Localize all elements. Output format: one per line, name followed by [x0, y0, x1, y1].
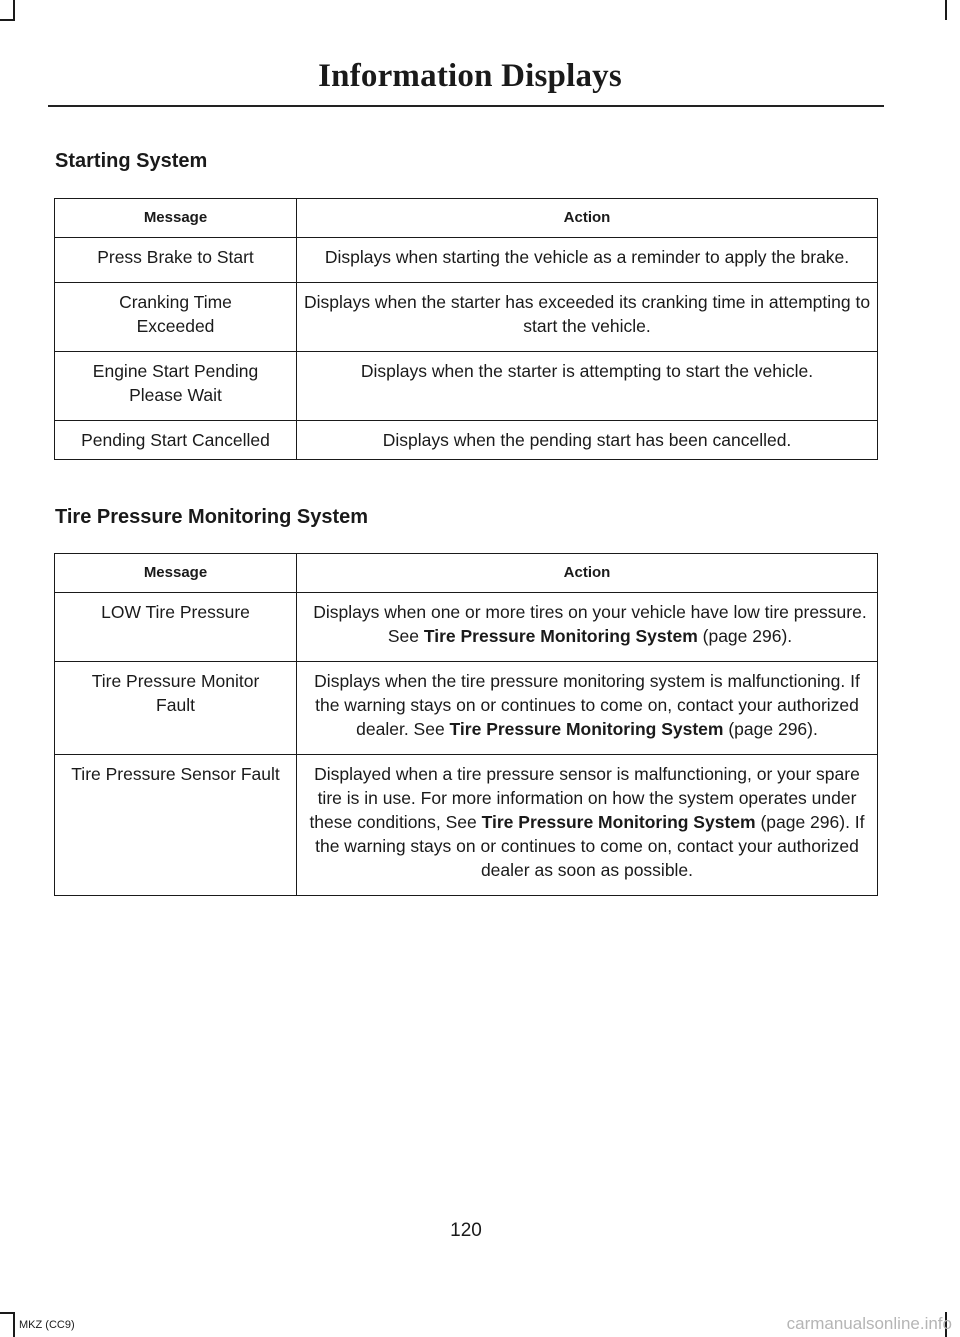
table-row [55, 238, 878, 283]
tpms-table [54, 553, 878, 896]
crop-mark-top-left-h [0, 19, 15, 21]
table-header-row [55, 199, 878, 238]
action-cell: Displays when the starter is attempting to start the vehicle. [297, 352, 878, 421]
cross-reference-link[interactable]: Tire Pressure Monitoring System [449, 719, 724, 739]
starting-system-table [54, 198, 878, 460]
section-title-tpms: Tire Pressure Monitoring System [55, 506, 369, 528]
page-number: 120 [450, 1220, 482, 1241]
column-header-action: Action [297, 199, 878, 238]
cross-reference-link[interactable]: Tire Pressure Monitoring System [481, 812, 756, 832]
message-cell: Cranking Time Exceeded [55, 283, 297, 352]
message-cell: Pending Start Cancelled [55, 421, 297, 460]
table-row [55, 421, 878, 460]
action-cell [297, 593, 878, 662]
action-text: Displayed when a tire pressure sensor is malfunctioning, or your spare tire is in use. For more information on how the system operates under these conditions, See [309, 764, 860, 832]
column-header-message: Message [55, 554, 297, 593]
header-divider [48, 105, 884, 107]
action-cell [297, 755, 878, 896]
message-cell: Engine Start Pending Please Wait [55, 352, 297, 421]
message-cell: Press Brake to Start [55, 238, 297, 283]
table-row [55, 755, 878, 896]
action-text: Displays when the tire pressure monitoring system is malfunctioning. If the warning stays on or continues to come on, contact your authorized dealer. See [314, 671, 860, 739]
page-reference: (page 296). [723, 719, 818, 739]
crop-mark-top-right [945, 0, 947, 20]
table-row [55, 352, 878, 421]
action-text: Displays when one or more tires on your vehicle have low tire pressure. See [313, 602, 867, 646]
message-cell: Tire Pressure Sensor Fault [55, 755, 297, 896]
section-title-starting-system: Starting System [55, 150, 208, 172]
crop-mark-bottom-left-h [0, 1312, 15, 1314]
action-cell: Displays when the starter has exceeded its cranking time in attempting to start the vehicle. [297, 283, 878, 352]
action-cell: Displays when the pending start has been cancelled. [297, 421, 878, 460]
page-reference: (page 296). [697, 626, 793, 646]
action-text-continued: (page 296). If the warning stays on or continues to come on, contact your authorized dealer as soon as possible. [315, 812, 865, 880]
crop-mark-top-left [13, 0, 15, 20]
table-row [55, 662, 878, 755]
column-header-action: Action [297, 554, 878, 593]
action-cell [297, 662, 878, 755]
message-cell: Tire Pressure Monitor Fault [55, 662, 297, 755]
cross-reference-link[interactable]: Tire Pressure Monitoring System [423, 626, 698, 646]
table-row [55, 283, 878, 352]
message-cell: LOW Tire Pressure [55, 593, 297, 662]
table-header-row [55, 554, 878, 593]
model-code: MKZ (CC9) [19, 1319, 75, 1331]
watermark: carmanualsonline.info [786, 1314, 952, 1333]
crop-mark-bottom-left [13, 1312, 15, 1337]
column-header-message: Message [55, 199, 297, 238]
page-title: Information Displays [318, 58, 622, 94]
action-cell: Displays when starting the vehicle as a reminder to apply the brake. [297, 238, 878, 283]
table-row [55, 593, 878, 662]
